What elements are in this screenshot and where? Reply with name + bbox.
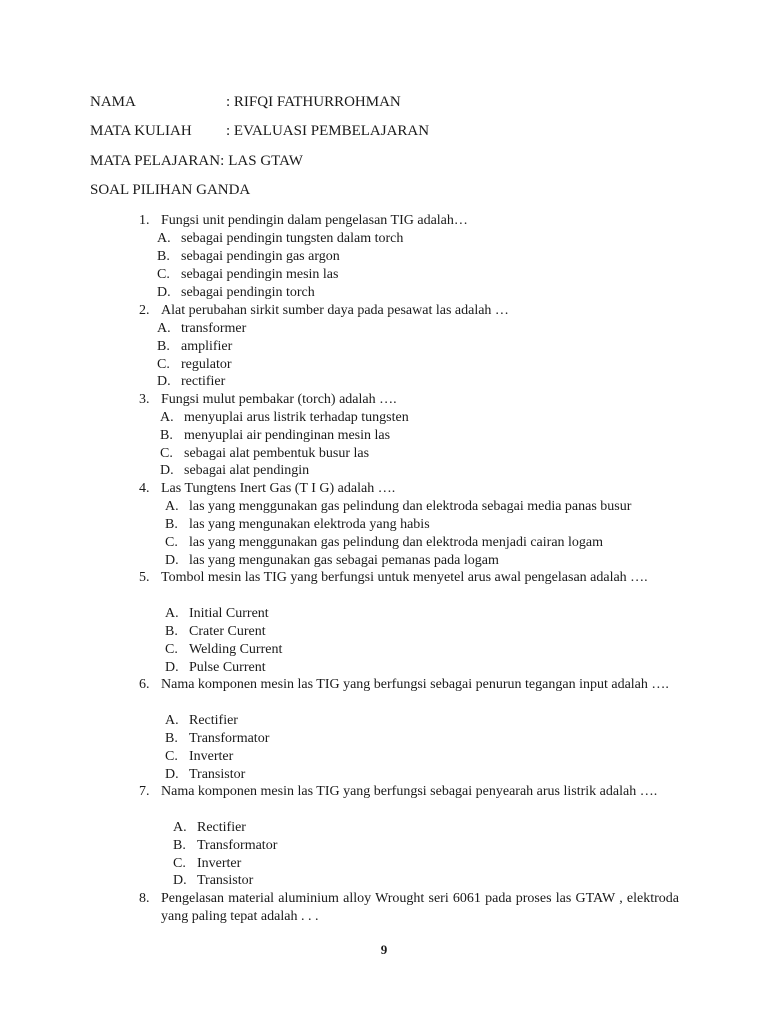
answer-option (157, 338, 232, 356)
option-letter: A. (173, 820, 187, 835)
option-letter: A. (157, 231, 171, 246)
answer-option (157, 284, 315, 302)
answer-option (173, 872, 253, 890)
option-text: las yang mengunakan elektroda yang habis (189, 517, 430, 532)
option-letter: A. (165, 606, 179, 621)
answer-option (160, 409, 409, 427)
answer-option (160, 427, 390, 445)
option-text: Initial Current (189, 606, 269, 621)
question-1 (139, 212, 679, 230)
answer-option (157, 248, 340, 266)
question-number: 4. (139, 481, 150, 496)
option-text: sebagai pendingin torch (181, 285, 315, 300)
answer-option (165, 659, 266, 677)
option-letter: D. (173, 873, 187, 888)
answer-option (157, 356, 232, 374)
option-letter: B. (173, 838, 186, 853)
question-text: Fungsi unit pendingin dalam pengelasan TIG adalah… (161, 213, 468, 228)
option-text: Transistor (197, 873, 254, 888)
matkul-value: : EVALUASI PEMBELAJARAN (226, 123, 430, 139)
question-number: 3. (139, 392, 150, 407)
nama-value: : RIFQI FATHURROHMAN (226, 94, 401, 110)
option-text: Crater Curent (189, 624, 266, 639)
option-text: amplifier (181, 339, 233, 354)
option-letter: C. (165, 642, 178, 657)
option-text: Inverter (189, 749, 234, 764)
option-text: las yang menggunakan gas pelindung dan elektroda sebagai media panas busur (189, 499, 632, 514)
matkul-label: MATA KULIAH (90, 123, 192, 139)
option-text: las yang menggunakan gas pelindung dan elektroda menjadi cairan logam (189, 535, 604, 550)
option-text: Inverter (197, 856, 242, 871)
answer-option (165, 623, 266, 641)
option-letter: B. (157, 249, 170, 264)
question-5 (139, 569, 679, 587)
answer-option (165, 712, 238, 730)
option-letter: B. (165, 624, 178, 639)
question-number: 1. (139, 213, 150, 228)
answer-option (165, 641, 282, 659)
answer-option (160, 445, 369, 463)
answer-option (165, 516, 430, 534)
question-2 (139, 302, 679, 320)
option-text: Transistor (189, 767, 246, 782)
answer-option (165, 748, 233, 766)
option-text: Pulse Current (189, 660, 266, 675)
question-number: 2. (139, 303, 150, 318)
answer-option (160, 462, 309, 480)
option-text: transformer (181, 321, 247, 336)
option-text: sebagai alat pembentuk busur las (184, 446, 370, 461)
option-letter: C. (165, 535, 178, 550)
mapel-value: LAS GTAW (228, 153, 303, 169)
option-text: Welding Current (189, 642, 283, 657)
option-letter: D. (157, 374, 171, 389)
question-text: Tombol mesin las TIG yang berfungsi untuk menyetel arus awal pengelasan adalah …. (161, 570, 648, 585)
question-number: 7. (139, 784, 150, 799)
page-number: 9 (380, 942, 388, 957)
option-letter: A. (165, 499, 179, 514)
option-letter: A. (157, 321, 171, 336)
option-text: regulator (181, 357, 232, 372)
question-8 (139, 890, 679, 926)
option-letter: B. (165, 517, 178, 532)
question-text: Las Tungtens Inert Gas (T I G) adalah …. (161, 481, 396, 496)
option-letter: B. (157, 339, 170, 354)
option-text: las yang mengunakan gas sebagai pemanas pada logam (189, 553, 499, 568)
question-3 (139, 391, 679, 409)
answer-option (165, 766, 245, 784)
option-letter: B. (165, 731, 178, 746)
option-letter: D. (165, 553, 179, 568)
header-matkul-row (90, 123, 429, 140)
option-text: Transformator (189, 731, 270, 746)
answer-option (165, 605, 269, 623)
option-text: rectifier (181, 374, 226, 389)
header-mapel-row (90, 153, 303, 170)
option-letter: A. (165, 713, 179, 728)
option-letter: D. (165, 660, 179, 675)
answer-option (157, 373, 225, 391)
option-text: Rectifier (197, 820, 246, 835)
option-letter: C. (157, 357, 170, 372)
option-letter: A. (160, 410, 174, 425)
answer-option (165, 534, 603, 552)
option-text: sebagai alat pendingin (184, 463, 310, 478)
option-letter: C. (160, 446, 173, 461)
option-text: sebagai pendingin tungsten dalam torch (181, 231, 404, 246)
section-title: SOAL PILIHAN GANDA (90, 182, 251, 198)
header-nama-row (90, 94, 401, 111)
answer-option (173, 819, 246, 837)
option-letter: D. (157, 285, 171, 300)
option-letter: B. (160, 428, 173, 443)
answer-option (173, 855, 241, 873)
answer-option (157, 266, 338, 284)
question-number: 8. (139, 891, 150, 906)
option-text: Transformator (197, 838, 278, 853)
question-number: 5. (139, 570, 150, 585)
answer-option (157, 230, 403, 248)
question-text: Nama komponen mesin las TIG yang berfungsi sebagai penyearah arus listrik adalah …. (161, 784, 658, 799)
option-text: sebagai pendingin mesin las (181, 267, 339, 282)
question-number: 6. (139, 677, 150, 692)
question-7 (139, 783, 679, 801)
answer-option (165, 730, 269, 748)
option-text: menyuplai air pendinginan mesin las (184, 428, 391, 443)
answer-option (157, 320, 246, 338)
question-text: Nama komponen mesin las TIG yang berfungsi sebagai penurun tegangan input adalah …. (161, 677, 669, 692)
nama-label: NAMA (90, 94, 136, 110)
option-letter: C. (173, 856, 186, 871)
option-letter: D. (165, 767, 179, 782)
answer-option (165, 498, 631, 516)
answer-option (173, 837, 277, 855)
answer-option (165, 552, 499, 570)
option-text: sebagai pendingin gas argon (181, 249, 340, 264)
question-4 (139, 480, 679, 498)
option-letter: D. (160, 463, 174, 478)
question-text: Fungsi mulut pembakar (torch) adalah …. (161, 392, 397, 407)
question-6 (139, 676, 679, 694)
option-text: menyuplai arus listrik terhadap tungsten (184, 410, 409, 425)
question-text: Pengelasan material aluminium alloy Wrought seri 6061 pada proses las GTAW , elektroda yang paling tepat adalah . . . (161, 891, 679, 924)
question-text: Alat perubahan sirkit sumber daya pada pesawat las adalah … (161, 303, 509, 318)
option-letter: C. (157, 267, 170, 282)
mapel-label: MATA PELAJARAN: (90, 153, 225, 169)
option-letter: C. (165, 749, 178, 764)
option-text: Rectifier (189, 713, 238, 728)
